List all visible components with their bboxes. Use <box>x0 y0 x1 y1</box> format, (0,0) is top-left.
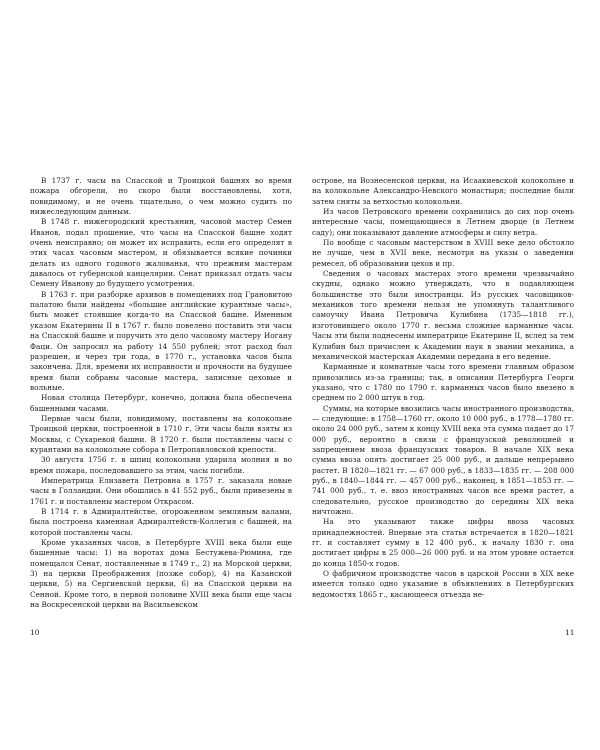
paragraph: Из часов Петровского времени сохранились до сих пор очень интересные часы, помещающиеся в Летнем дворце (в Летнем саду); они показывают давление атмосферы и силу ветра. <box>312 207 574 237</box>
left-page-text <box>30 176 292 620</box>
page-number-left: 10 <box>30 628 40 637</box>
paragraph: острове, на Вознесенской церкви, на Исаакиевской колокольне и на колокольне Александро-Невского монастыря; последние были затем сняты за ветхостью колокольни. <box>312 176 574 206</box>
paragraph: По вообще с часовым мастерством в XVIII веке дело обстояло не лучше, чем в XVII веке, несмотря на указы о заведении ремесел, об образовании цехов и пр. <box>312 238 574 268</box>
paragraph: Сведения о часовых мастерах этого времени чрезвычайно скудны, однако можно утверждать, что в подавляющем большинстве это были иностранцы. Из русских часовщиков-механиков того времени нельзя не упомянуть талантливого самоучку Ивана Петровича Кулибина (1735—1818 гг.), изготовившего около 1770 г. весьма сложные карманные часы. Часы эти были поднесены императрице Екатерине II, вслед за тем Кулибин был причислен к Академии наук в звании механика, а механической мастерская Академии передана в его ведение. <box>312 269 574 361</box>
paragraph: Кроме указанных часов, в Петербурге XVIII века были еще башенные часы: 1) на воротах дома Бестужева-Рюмина, где помещался Сенат, поставленные в 1749 г., 2) на Морской церкви, 3) на церкви Преображения (позже собор), 4) на Казанской церкви, 5) на Сергиевской церкви, 6) на Спасской церкви на Сенной. Кроме того, в первой половине XVIII века были еще часы на Воскресенской церкви на Васильевском <box>30 538 292 610</box>
paragraph: В 1737 г. часы на Спасской и Троицкой башнях во время пожара обгорели, но скоро были восстановлены, хотя, повидимому, и не очень тщательно, о чем можно судить по нижеследующим данным. <box>30 176 292 217</box>
paragraph: 30 августа 1756 г. в шпиц колокольни ударила молния и во время пожара, последовавшего за этим, часы погибли. <box>30 455 292 475</box>
right-page-text <box>312 176 574 616</box>
paragraph: Императрица Елизавета Петровна в 1757 г. заказала новые часы в Голландии. Они обошлись в 41 552 руб., были привезены в 1761 г. и поставлены мастером Открасом. <box>30 475 292 506</box>
paragraph: Новая столица Петербург, конечно, должна была обеспечена башенными часами. <box>30 393 292 413</box>
paragraph: В 1748 г. нижегородский крестьянин, часовой мастер Семен Иванов, подал прошение, что часы на Спасской башне ходят очень неисправно; он может их исправить, если его определят в этих часах часовым мастером, и обязывается всякие починки делать из одного годового жалованья, что прежним мастерам давалось от губернской канцелярии. Сенат приказал отдать часы Семену Иванову до будущего усмотрения. <box>30 217 292 289</box>
paragraph: На это указывают также цифры ввоза часовых принадлежностей. Впервые эта статья встречается в 1820—1821 гг. и составляет сумму в 12 400 руб., к началу 1830 г. она достигает цифры в 25 000—26 000 руб. и на этом уровне остается до конца 1850-х годов. <box>312 517 574 568</box>
paragraph: Суммы, на которые ввозились часы иностранного производства,— следующие: в 1758—1760 гг. около 10 000 руб., в 1778—1780 гг. около 24 000 руб., затем к концу XVIII века эта сумма падает до 17 000 руб., вероятно в связи с французской революцией и запрещением ввоза французских товаров. В начале XIX века сумма ввоза опять достигает 25 000 руб., и дальше непрерывно растет. В 1820—1821 гг. — 67 000 руб., в 1833—1835 гг. — 208 000 руб., в 1840—1844 гг. — 457 000 руб., наконец, в 1851—1853 гг. — 741 000 руб., т. е. ввоз иностранных часов все время растет, а следовательно, русское производство до середины XIX века ничтожно. <box>312 403 574 516</box>
paragraph: Первые часы были, повидимому, поставлены на колокольне Троицкой церкви, построенной в 1710 г. Эти часы были взяты из Москвы, с Сухаревой башни. В 1720 г. были поставлены часы с курантами на колокольне собора в Петропавловской крепости. <box>30 413 292 454</box>
paragraph: О фабричном производстве часов в царской России в XIX веке имеется только одно указание в объявлениях в Петербургских ведомостях 1865 г., касающееся отъезда не- <box>312 569 574 599</box>
paragraph: В 1763 г. при разборке архивов в помещениях под Грановитою палатою были найдены «большие английские курантные часы», быть может стоявшие когда-то на Спасской башне. Именным указом Екатерины II в 1767 г. было повелено поставить эти часы на Спасской башне и поручить это дело часовому мастеру Иогану Фаци. Он запросил на работу 14 550 рублей; этот расход был разрешен, и через три года, в 1770 г., установка часов была закончена. Для, времени их исправности и прочности на будущее время были собраны часовые мастера, записные цеховые и вольные. <box>30 289 292 392</box>
paragraph: Карманные и комнатные часы того времени главным образом привозились из-за границы; так, в описании Петербурга Георги указано, что с 1780 по 1790 г. карманных часов было ввезено в среднем по 2 000 штук в год. <box>312 362 574 403</box>
page-number-right: 11 <box>565 628 575 637</box>
paragraph: В 1714 г. в Адмиралтействе, огороженном земляным валами, была построена каменная Адмиралтейств-Коллегия с башней, на которой поставлены часы. <box>30 507 292 537</box>
